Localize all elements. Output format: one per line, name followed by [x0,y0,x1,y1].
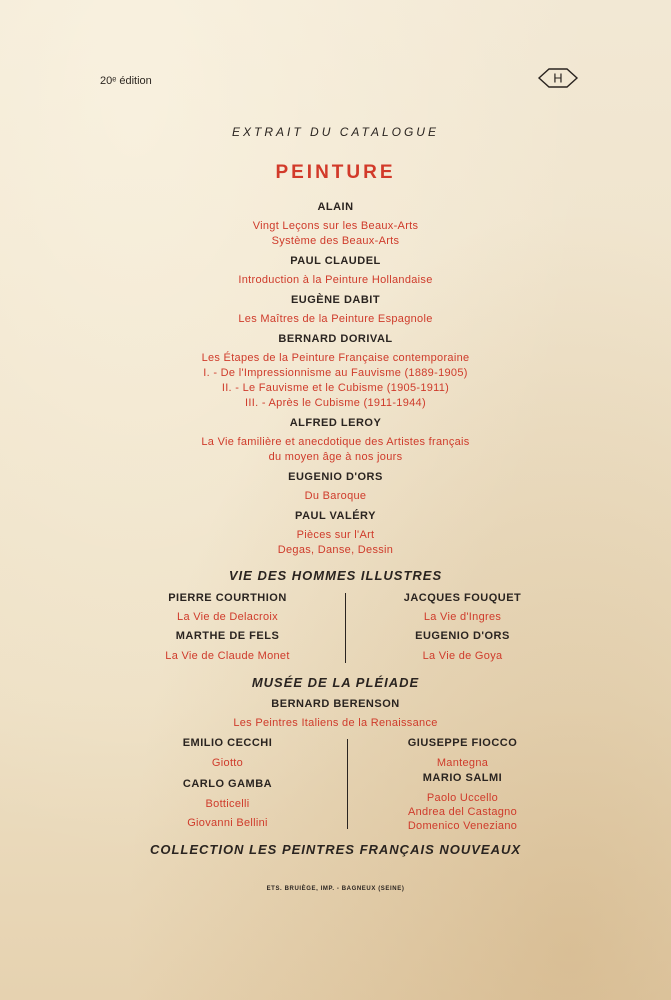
column-divider [345,593,346,663]
work-title: Giovanni Bellini [187,817,268,829]
work-title: La Vie de Goya [422,650,503,662]
author-valery: PAUL VALÉRY [295,510,376,522]
work-title: La Vie de Delacroix [177,611,278,623]
work-title: Mantegna [436,757,489,769]
author-alain: ALAIN [317,201,354,213]
work-title: La Vie de Claude Monet [165,650,290,662]
work-title: Botticelli [205,798,250,810]
author-gamba: CARLO GAMBA [182,778,273,790]
printer-imprint: ETS. BRUIÈGE, IMP. - BAGNEUX (SEINE) [266,886,405,892]
work-title: Pièces sur l'Art [296,529,375,541]
work-title: Vingt Leçons sur les Beaux-Arts [252,220,419,232]
author-leroy: ALFRED LEROY [289,417,382,429]
work-title: Introduction à la Peinture Hollandaise [238,274,433,286]
column-divider [347,739,348,829]
logo-letter: H [553,70,563,86]
section-title-musee: MUSÉE DE LA PLÉIADE [251,675,420,690]
author-salmi: MARIO SALMI [422,772,503,784]
work-title: Degas, Danse, Dessin [277,544,394,556]
work-title: Du Baroque [304,490,367,502]
work-title: Système des Beaux-Arts [271,235,400,247]
author-courthion: PIERRE COURTHION [168,592,287,604]
author-dors: EUGENIO D'ORS [288,471,383,483]
work-title: Andrea del Castagno [407,806,518,818]
work-title: I. - De l'Impressionnisme au Fauvisme (1889-1905) [203,367,468,379]
edition-label: 20ᵉ édition [100,75,152,87]
work-title: Les Peintres Italiens de la Renaissance [233,717,438,729]
work-title: Domenico Veneziano [407,820,518,832]
work-title: Paolo Uccello [426,792,499,804]
work-title: II. - Le Fauvisme et le Cubisme (1905-1911) [221,382,450,394]
section-title-vie: VIE DES HOMMES ILLUSTRES [228,568,443,583]
author-fiocco: GIUSEPPE FIOCCO [407,737,518,749]
work-title: Les Maîtres de la Peinture Espagnole [238,313,433,325]
author-dorival: BERNARD DORIVAL [278,333,393,345]
page-title: PEINTURE [275,162,396,183]
collection-title: COLLECTION LES PEINTRES FRANÇAIS NOUVEAUX [149,842,522,857]
author-fouquet: JACQUES FOUQUET [403,592,522,604]
work-title: Les Étapes de la Peinture Française contemporaine [201,352,470,364]
author-dors-goya: EUGENIO D'ORS [415,630,510,642]
work-title: La Vie familière et anecdotique des Artistes français [201,436,470,448]
author-cecchi: EMILIO CECCHI [182,737,273,749]
work-title: La Vie d'Ingres [423,611,502,623]
publisher-logo-icon [537,66,579,90]
author-dabit: EUGÈNE DABIT [290,294,381,306]
catalogue-kicker: EXTRAIT DU CATALOGUE [232,125,439,139]
author-fels: MARTHE DE FELS [175,630,280,642]
work-title: III. - Après le Cubisme (1911-1944) [245,397,426,409]
author-claudel: PAUL CLAUDEL [290,255,381,267]
work-title: du moyen âge à nos jours [268,451,403,463]
work-title: Giotto [211,757,244,769]
author-berenson: BERNARD BERENSON [271,698,400,710]
